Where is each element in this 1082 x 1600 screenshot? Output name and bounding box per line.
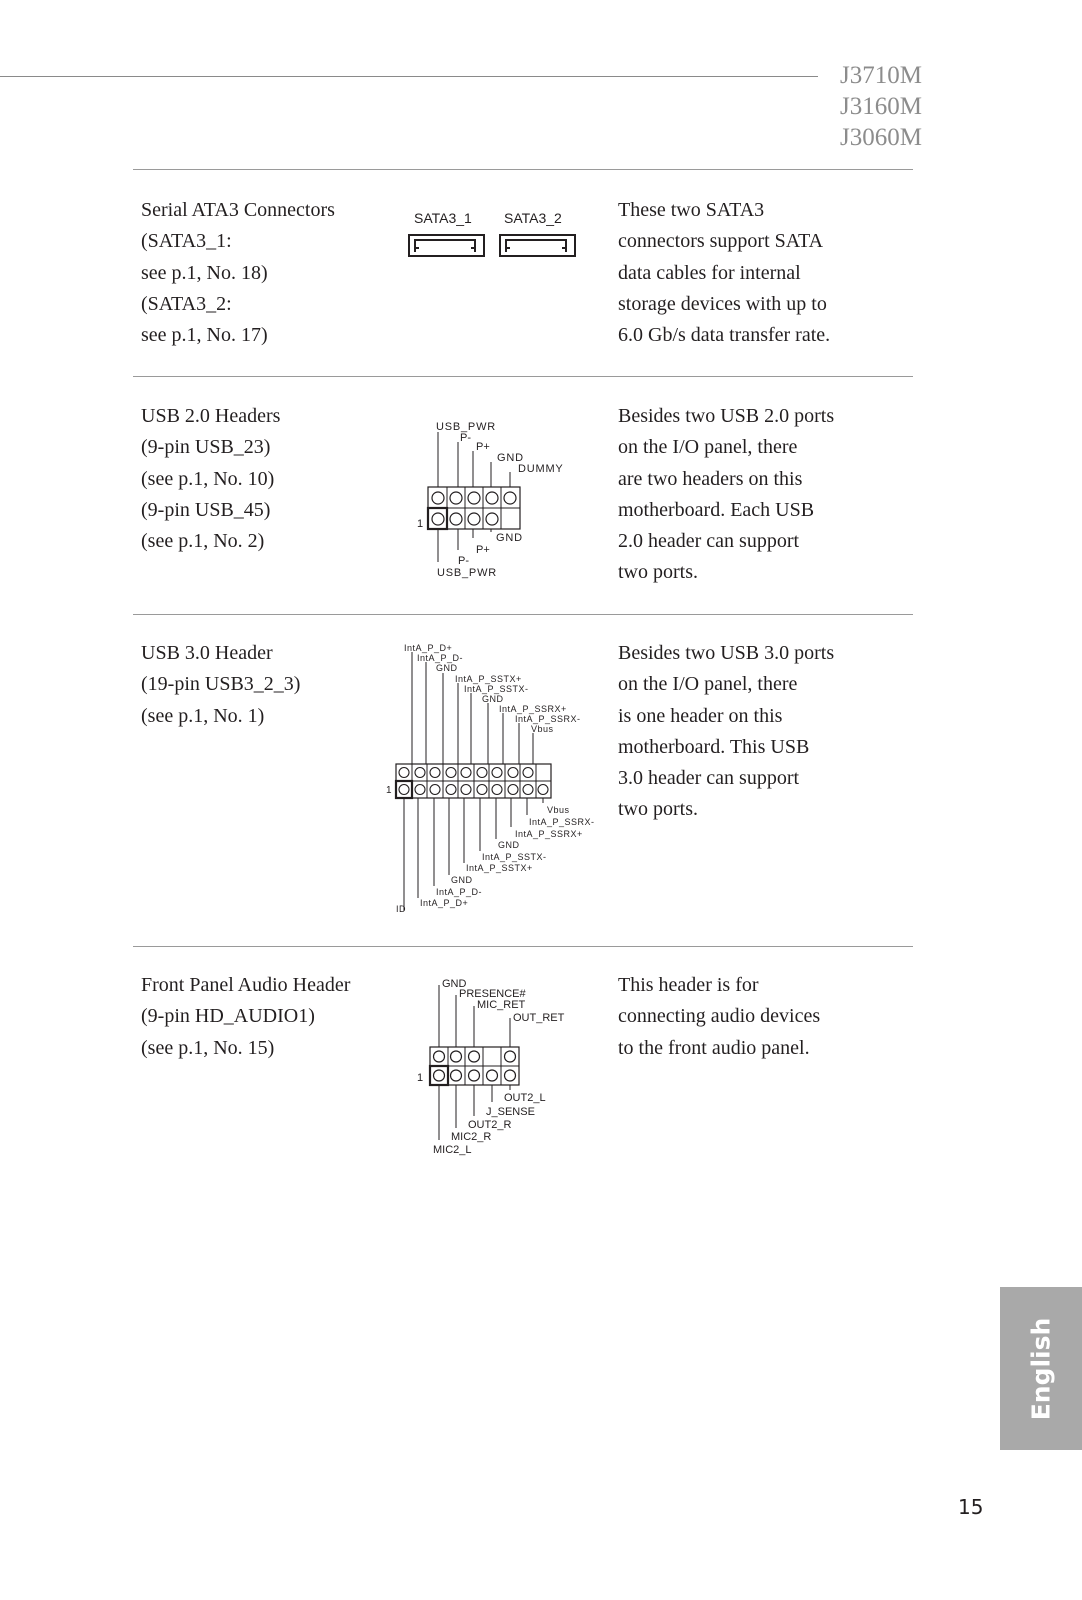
pin-label: IntA_P_D- <box>436 887 483 897</box>
usb20-header-diagram <box>417 420 580 585</box>
pin-label: USB_PWR <box>436 421 496 433</box>
pin-header-icon <box>428 487 520 529</box>
sata-connector-icon <box>409 235 484 256</box>
sata3-2-label: SATA3_2 <box>504 210 562 226</box>
model-name: J3710M <box>840 62 922 89</box>
pin-label: Vbus <box>547 805 570 815</box>
pin-header-icon <box>430 1047 519 1085</box>
pin-label: Vbus <box>531 724 554 734</box>
pin-label: IntA_P_SSTX- <box>464 684 529 694</box>
description-line: These two SATA3 <box>618 199 765 221</box>
pin-label: IntA_P_D+ <box>420 898 469 908</box>
sata3-1-label: SATA3_1 <box>414 210 472 226</box>
pin1-marker: 1 <box>386 785 392 796</box>
usb30-title-block <box>141 638 386 732</box>
header-rule <box>0 76 818 77</box>
description-line: Besides two USB 2.0 ports <box>618 405 835 427</box>
description-line: 2.0 header can support <box>618 530 800 553</box>
pin-label: P+ <box>476 544 490 556</box>
pin-label: DUMMY <box>518 463 564 475</box>
description-line: 3.0 header can support <box>618 767 800 790</box>
sata-connector-icon <box>500 235 575 256</box>
pin-label: GND <box>442 978 467 990</box>
pin-label: IntA_P_SSTX+ <box>455 674 522 684</box>
pin-label: GND <box>498 840 520 850</box>
pin-label: IntA_P_D+ <box>404 643 453 653</box>
pin-label: GND <box>497 452 524 464</box>
section-divider <box>133 376 913 377</box>
pin-label: OUT2_R <box>468 1119 512 1131</box>
section-divider <box>133 614 913 615</box>
pin-label: P- <box>460 432 471 444</box>
language-tab-label: English <box>1026 1317 1056 1420</box>
pin-label: IntA_P_SSTX+ <box>466 863 533 873</box>
section-title: USB 3.0 Header <box>141 642 273 664</box>
section-ref: (19-pin USB3_2_3) <box>141 673 301 696</box>
section-ref: (see p.1, No. 2) <box>141 530 265 553</box>
hd-audio-title-block <box>141 970 386 1064</box>
section-ref: (9-pin USB_45) <box>141 498 271 521</box>
model-name: J3060M <box>840 124 922 151</box>
model-name: J3160M <box>840 93 922 120</box>
pin-label: IntA_P_SSRX- <box>529 817 595 827</box>
section-ref: (see p.1, No. 15) <box>141 1036 275 1059</box>
description-line: to the front audio panel. <box>618 1036 810 1059</box>
description-line: data cables for internal <box>618 261 801 284</box>
pin1-marker: 1 <box>417 518 424 530</box>
hd-audio-description <box>618 970 858 1064</box>
description-line: on the I/O panel, there <box>618 673 798 696</box>
pin-label: MIC2_L <box>433 1144 472 1156</box>
pin-label: IntA_P_D- <box>417 653 464 663</box>
hd-audio-header-diagram <box>417 978 582 1163</box>
sata3-title-block <box>141 195 386 351</box>
language-tab <box>1000 1287 1082 1450</box>
section-ref: (SATA3_2: <box>141 292 232 315</box>
usb20-description <box>618 401 858 589</box>
pin-label: P+ <box>476 441 490 453</box>
pin-label: GND <box>482 694 504 704</box>
section-title: USB 2.0 Headers <box>141 405 281 427</box>
section-divider <box>133 169 913 170</box>
pin-label: MIC_RET <box>477 999 526 1011</box>
pin-label: IntA_P_SSRX+ <box>515 829 583 839</box>
usb30-header-diagram <box>386 643 595 914</box>
section-ref: see p.1, No. 18) <box>141 261 268 284</box>
pin-label: GND <box>496 532 523 544</box>
section-ref: (SATA3_1: <box>141 230 232 253</box>
model-list <box>840 60 922 153</box>
section-ref: (9-pin HD_AUDIO1) <box>141 1005 315 1028</box>
pin-label: GND <box>436 663 458 673</box>
sata3-description <box>618 195 858 351</box>
section-ref: see p.1, No. 17) <box>141 324 268 347</box>
pin-label: IntA_P_SSRX- <box>515 714 581 724</box>
section-ref: (see p.1, No. 1) <box>141 704 265 727</box>
description-line: is one header on this <box>618 704 783 727</box>
usb30-description <box>618 638 858 826</box>
description-line: This header is for <box>618 974 759 996</box>
pin-label: PRESENCE# <box>459 988 526 1000</box>
section-divider <box>133 946 913 947</box>
pin-label: ID <box>396 904 406 914</box>
description-line: two ports. <box>618 561 698 584</box>
pin-label: J_SENSE <box>486 1106 535 1118</box>
description-line: storage devices with up to <box>618 292 827 315</box>
description-line: motherboard. This USB <box>618 735 810 758</box>
section-title: Serial ATA3 Connectors <box>141 199 335 221</box>
description-line: two ports. <box>618 798 698 821</box>
description-line: 6.0 Gb/s data transfer rate. <box>618 324 831 347</box>
description-line: on the I/O panel, there <box>618 436 798 459</box>
pin-label: OUT2_L <box>504 1092 546 1104</box>
pin-label: IntA_P_SSRX+ <box>499 704 567 714</box>
section-title: Front Panel Audio Header <box>141 974 351 996</box>
pin-header-icon <box>396 764 551 798</box>
page-number: 15 <box>958 1495 984 1519</box>
section-ref: (9-pin USB_23) <box>141 436 271 459</box>
description-line: connectors support SATA <box>618 230 824 253</box>
description-line: motherboard. Each USB <box>618 498 815 521</box>
description-line: are two headers on this <box>618 467 803 490</box>
pin-label: P- <box>458 555 469 567</box>
pin-label: IntA_P_SSTX- <box>482 852 547 862</box>
usb20-title-block <box>141 401 386 557</box>
pin-label: OUT_RET <box>513 1012 565 1024</box>
pin-label: USB_PWR <box>437 567 497 579</box>
section-ref: (see p.1, No. 10) <box>141 467 275 490</box>
pin-label: MIC2_R <box>451 1131 492 1143</box>
description-line: Besides two USB 3.0 ports <box>618 642 835 664</box>
sata3-connector-diagram <box>405 203 585 263</box>
pin-label: GND <box>451 875 473 885</box>
description-line: connecting audio devices <box>618 1005 821 1028</box>
pin1-marker: 1 <box>417 1072 424 1084</box>
